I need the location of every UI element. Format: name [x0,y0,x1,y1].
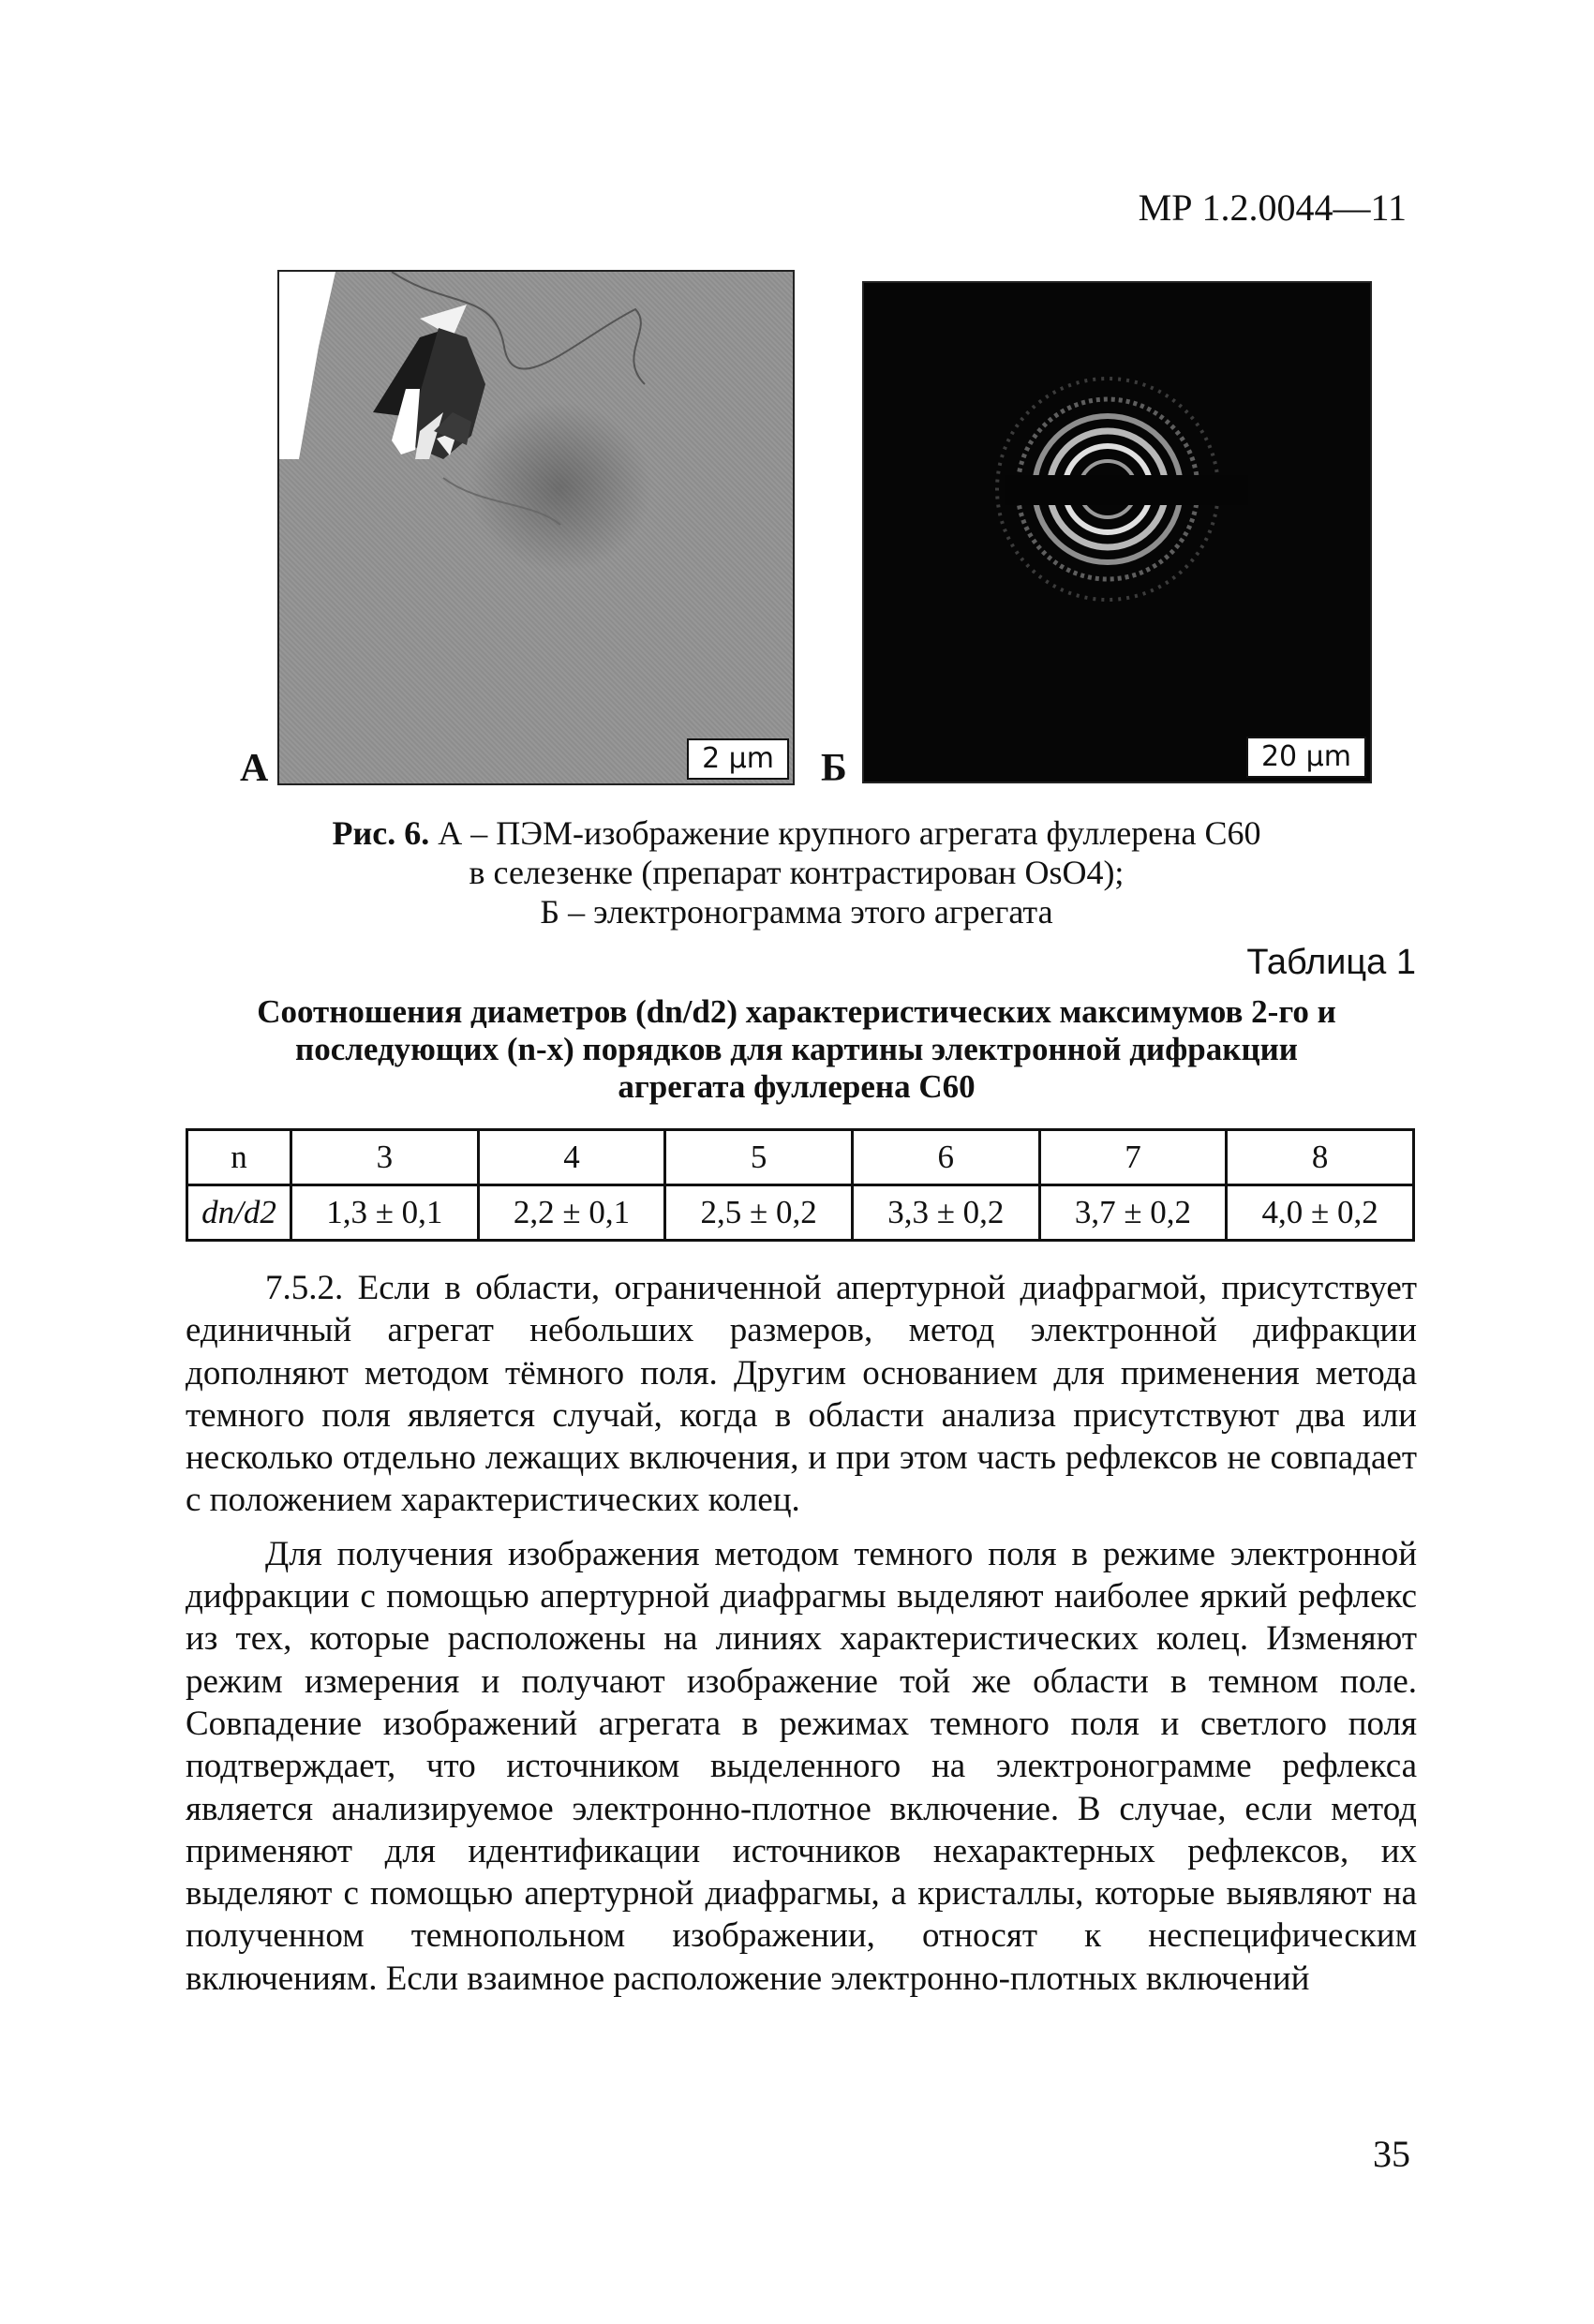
figure-6 [232,270,1413,790]
panel-b-label: Б [821,747,847,790]
table-cell: 2,2 ± 0,1 [478,1185,665,1241]
table-title-line-1: Соотношения диаметров (dn/d2) характеристических максимумов 2-го и [257,993,1336,1030]
table-cell: 3,7 ± 0,2 [1039,1185,1227,1241]
diameter-ratio-table [186,1128,1415,1242]
caption-line-1: А – ПЭМ-изображение крупного агрегата фуллерена С60 [429,814,1261,852]
scale-bar-b: 20 µm [1246,737,1366,778]
table-row [187,1185,1414,1241]
table-cell: 4,0 ± 0,2 [1227,1185,1414,1241]
table-cell: 8 [1227,1130,1414,1185]
body-text [186,1267,1417,2011]
document-id: МР 1.2.0044—11 [1138,186,1407,229]
caption-line-2: в селезенке (препарат контрастирован OsO4); [469,854,1125,891]
table-cell: 3 [291,1130,479,1185]
table-cell: 6 [852,1130,1039,1185]
table-cell: 2,5 ± 0,2 [665,1185,853,1241]
table-title-line-2: последующих (n-х) порядков для картины электронной дифракции [295,1031,1298,1067]
table-cell: 3,3 ± 0,2 [852,1185,1039,1241]
figure-caption [187,813,1406,931]
caption-line-3: Б – электронограмма этого агрегата [540,893,1053,931]
table-cell: 4 [478,1130,665,1185]
table-header-row [187,1130,1414,1185]
table-cell: dn/d2 [187,1185,291,1241]
paragraph-7-5-2: 7.5.2. Если в области, ограниченной апертурной диафрагмой, присутствует единичный агрегат небольших размеров, метод электронной дифракции дополняют методом тёмного поля. Другим основанием для применения метода темного поля является случай, когда в области анализа присутствуют два или несколько отдельно лежащих включения, и при этом часть рефлексов не совпадает с положением характеристических колец. [186,1269,1417,1520]
table-title-line-3: агрегата фуллерена С60 [618,1068,976,1105]
table-cell: 7 [1039,1130,1227,1185]
tem-image [277,270,795,785]
caption-lead: Рис. 6. [332,814,430,852]
table-title [187,993,1406,1106]
scale-bar-a: 2 µm [687,738,789,780]
table-cell: 5 [665,1130,853,1185]
table-cell: n [187,1130,291,1185]
paragraph-dark-field: Для получения изображения методом темного поля в режиме электронной дифракции с помощью апертурной диафрагмы выделяют наиболее яркий рефлекс из тех, которые расположены на линиях характеристических колец. Изменяют режим измерения и получают изображение той же области в темном поле. Совпадение изображений агрегата в режимах темного поля и светлого поля подтверждает, что источником выделенного на электронограмме рефлекса является анализируемое электронно-плотное включение. В случае, если метод применяют для идентификации источников нехарактерных рефлексов, их выделяют с помощью апертурной диафрагмы, а кристаллы, которые выявляют на полученном темнопольном изображении, относят к неспецифическим включениям. Если взаимное расположение электронно-плотных включений [186,1534,1417,1998]
table-number: Таблица 1 [1246,943,1416,982]
aggregate-shape [279,272,793,783]
page-number: 35 [1373,2133,1410,2175]
panel-a-label: А [240,747,269,790]
diffraction-rings [864,283,1370,782]
table-cell: 1,3 ± 0,1 [291,1185,479,1241]
diffraction-image [862,281,1372,783]
